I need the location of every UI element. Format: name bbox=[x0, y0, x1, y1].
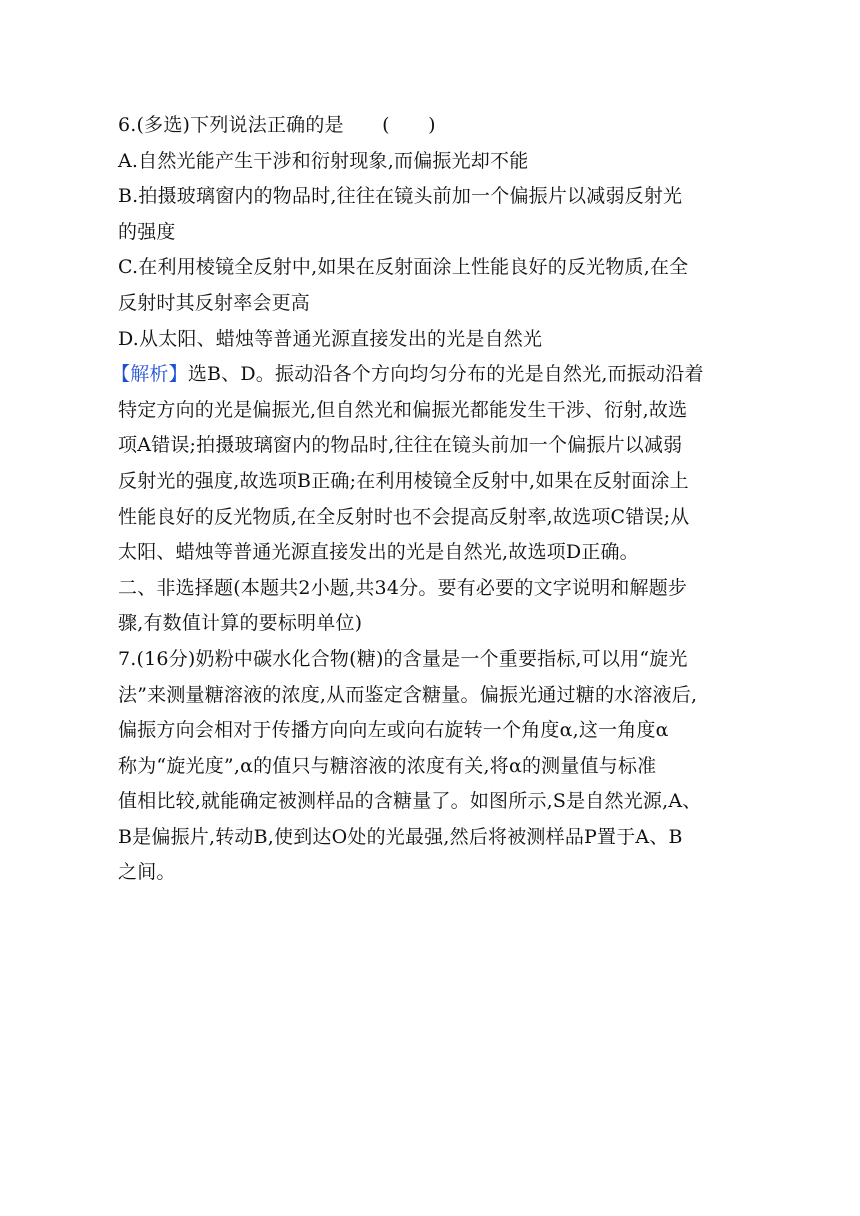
analysis-line-5: 性能良好的反光物质,在全反射时也不会提高反射率,故选项C错误;从 bbox=[118, 505, 690, 528]
analysis-line-3: 项A错误;拍摄玻璃窗内的物品时,往往在镜头前加一个偏振片以减弱 bbox=[118, 434, 683, 457]
analysis-line-4: 反射光的强度,故选项B正确;在利用棱镜全反射中,如果在反射面涂上 bbox=[118, 469, 689, 492]
question-7-line-3: 偏振方向会相对于传播方向向左或向右旋转一个角度α,这一角度α bbox=[118, 719, 669, 742]
question-6-option-d: D.从太阳、蜡烛等普通光源直接发出的光是自然光 bbox=[118, 327, 543, 350]
question-7-line-2: 法”来测量糖溶液的浓度,从而鉴定含糖量。偏振光通过糖的水溶液后, bbox=[118, 683, 698, 706]
question-6-stem: 6.(多选)下列说法正确的是 ( ) bbox=[118, 114, 436, 136]
analysis-line-1 bbox=[111, 357, 744, 393]
section-2-heading-line-2: 骤,有数值计算的要标明单位) bbox=[118, 612, 363, 635]
question-7-line-7: 之间。 bbox=[118, 861, 176, 884]
analysis-line-6: 太阳、蜡烛等普通光源直接发出的光是自然光,故选项D正确。 bbox=[118, 541, 639, 564]
question-6-option-c-line-1: C.在利用棱镜全反射中,如果在反射面涂上性能良好的反光物质,在全 bbox=[118, 256, 689, 279]
question-6-option-b-line-2: 的强度 bbox=[118, 220, 176, 243]
question-7-line-4: 称为“旋光度”,α的值只与糖溶液的浓度有关,将α的测量值与标准 bbox=[118, 754, 657, 777]
question-7-line-5: 值相比较,就能确定被测样品的含糖量了。如图所示,S是自然光源,A、 bbox=[118, 790, 702, 813]
question-7-line-1: 7.(16分)奶粉中碳水化合物(糖)的含量是一个重要指标,可以用“旋光 bbox=[118, 647, 688, 670]
question-7-line-6: B是偏振片,转动B,使到达O处的光最强,然后将被测样品P置于A、B bbox=[118, 825, 683, 848]
section-2-heading-line-1: 二、非选择题(本题共2小题,共34分。要有必要的文字说明和解题步 bbox=[118, 576, 688, 599]
question-6-option-a: A.自然光能产生干涉和衍射现象,而偏振光却不能 bbox=[118, 149, 529, 172]
document-page bbox=[111, 108, 744, 891]
analysis-line-2: 特定方向的光是偏振光,但自然光和偏振光都能发生干涉、衍射,故选 bbox=[118, 398, 688, 421]
analysis-line-1-text: 选B、D。振动沿各个方向均匀分布的光是自然光,而振动沿着 bbox=[187, 363, 704, 386]
analysis-tag: 【解析】 bbox=[111, 363, 188, 386]
question-6-option-b-line-1: B.拍摄玻璃窗内的物品时,往往在镜头前加一个偏振片以减弱反射光 bbox=[118, 185, 683, 208]
question-6-option-c-line-2: 反射时其反射率会更高 bbox=[118, 291, 311, 314]
